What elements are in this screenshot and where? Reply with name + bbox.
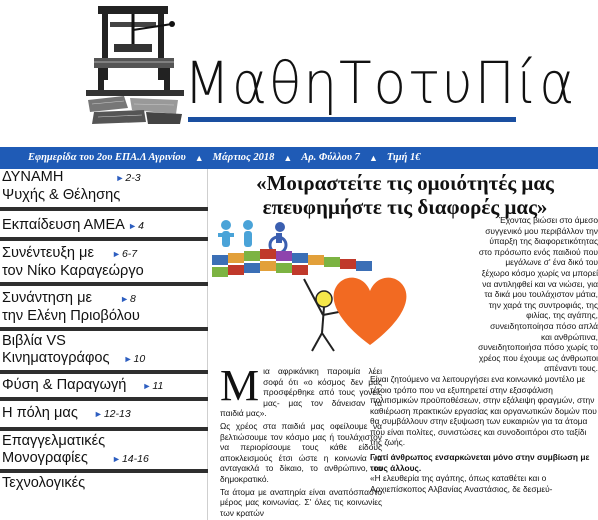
toc-divider [0, 282, 208, 286]
headline-line: επευφημήστε τις διαφορές μας» [262, 195, 548, 219]
toc-page-number: 4 [138, 220, 144, 232]
toc-divider [0, 427, 208, 431]
toc-item-dynamh[interactable] [0, 169, 208, 204]
toc-divider [0, 207, 208, 211]
toc-divider [0, 237, 208, 241]
toc-item-subtitle: Κινηματογράφος [2, 350, 110, 366]
toc-item-title: Επαγγελματικές [2, 433, 106, 449]
toc-item-title: Συνέντευξη με [2, 245, 94, 261]
drop-cap: Μ [220, 361, 260, 410]
toc-item-vivlia[interactable] [0, 333, 208, 368]
article-paragraph: ια αφρικάνικη παροιμία λέει σοφά ότι «ο κόσμος δεν μας προσφέρθηκε από τους γονείς μας- μας τον δάνεισαν τα παιδιά μας». [220, 366, 382, 419]
issue-date: Μάρτιος 2018 [212, 152, 275, 163]
separator-icon: ▲ [368, 153, 378, 163]
toc-divider [0, 327, 208, 331]
toc-item-title: Εκπαίδευση ΑΜΕΑ [2, 217, 125, 233]
toc-page-number: 2-3 [125, 172, 141, 184]
article-right-column [370, 215, 598, 494]
arrow-right-icon: ► [142, 381, 152, 391]
title-underline [188, 117, 516, 122]
toc-page-number: 12-13 [103, 408, 131, 420]
toc-item-subtitle: την Ελένη Πριοβόλου [2, 308, 140, 324]
toc-item-poli[interactable] [0, 405, 208, 423]
arrow-right-icon: ► [115, 173, 125, 183]
article-paragraph: «Η ελευθερία της αγάπης, όπως καταθέτει και ο Αρχιεπίσκοπος Αλβανίας Αναστάσιος, δε δεσμεύ- [370, 473, 553, 494]
article-lead-paragraph: Γιατί άνθρωπος ενσαρκώνεται μόνο στην συμβίωση με τους άλλους. [370, 452, 590, 473]
info-bar [0, 147, 598, 169]
article-paragraph: Είναι ζητούμενο να λειτουργήσει ενα κοινωνικό μοντέλο με τέτοιο τρόπο που να εξυπηρετεί στην εξασφάλιση πολιτισμικών προϋποθέσεων, στην εξάλειψη φραγμών, στην καθιέρωση πρακτικών εργασίας και οργανωτικών δομών που θα συμβάλλουν στην εξυψωση των ευκαιριών για τα άτομα που είναι πολίτες, συνιστώσες και συνοδοιπόροι στο ταξίδι της ζωής. [370, 373, 597, 448]
toc-item-title: ΔΥΝΑΜΗ [2, 169, 64, 185]
toc-item-fysi[interactable] [0, 377, 208, 395]
toc-item-subtitle: τον Νίκο Καραγεώργο [2, 263, 144, 279]
toc-page-number: 8 [130, 293, 136, 305]
article-headline [212, 171, 598, 219]
toc-item-title: Φύση & Παραγωγή [2, 377, 127, 393]
toc-item-texnologikes[interactable] [0, 475, 208, 492]
toc-item-subtitle: Ψυχής & Θέλησης [2, 187, 121, 203]
toc-item-title: Τεχνολογικές [2, 475, 86, 491]
toc-page-number: 14-16 [121, 453, 149, 465]
toc-page-number: 6-7 [121, 248, 138, 260]
arrow-right-icon: ► [112, 454, 121, 464]
toc-item-title: Βιβλία VS [2, 333, 66, 349]
arrow-right-icon: ► [123, 354, 133, 364]
toc-divider [0, 370, 208, 374]
table-of-contents [0, 169, 208, 520]
newspaper-name: Εφημερίδα του 2ου ΕΠΑ.Λ Αγρινίου [28, 152, 186, 163]
toc-item-epaggelmatikes[interactable] [0, 433, 208, 468]
article-paragraph: Έχοντας βιώσει στο άμεσο συγγενικό μου περιβάλλον την ύπαρξη της διαφορετικότητας στο πρόσωπο ενός παιδιού που μεγάλωνε σ' ένα δικό του ξέχωρο κόσμο χωρίς να μπορεί να αντιληφθεί και να νιώσει, για τα δικά μου τουλάχιστον μάτια, την χαρά της συντροφιάς, της φιλίας, της αγάπης, συνειδητοποίησα πόσο απλά και ανθρώπινα, συνειδητοποιήσα πόσο χωρίς το χρέος που έχουμε ως άνθρωποι απέναντι τους. [478, 215, 598, 374]
toc-item-ekpaideysi[interactable] [0, 217, 208, 235]
headline-line: «Μοιραστείτε τις ομοιότητές μας [256, 171, 554, 195]
toc-page-number: 10 [133, 353, 146, 365]
toc-item-synenteyxi[interactable] [0, 245, 208, 280]
article-paragraph: Τα άτομα με αναπηρία είναι αναπόσπαστο μέρος μας κοινωνίας. Σ' όλες τις κοινωνίες των κρατών [220, 486, 382, 518]
toc-item-synantisi[interactable] [0, 290, 208, 325]
arrow-right-icon: ► [120, 294, 129, 304]
toc-item-title: Συνάντηση με [2, 290, 93, 306]
arrow-right-icon: ► [128, 221, 138, 231]
article-paragraph: Ως χρέος στα παιδιά μας οφείλουμε να βελτιώσουμε τον κόσμο μας ή τουλάχιστον να περιορίσουμε τους κάθε είδους αποκλεισμούς έτσι ώστε η κοινωνία να ανταγακλά το δίκαιο, το ανθρώπινο, το δημοκρατικό. [220, 420, 382, 484]
toc-page-number: 11 [152, 380, 164, 392]
arrow-right-icon: ► [93, 409, 103, 419]
toc-item-subtitle: Μονογραφίες [2, 450, 88, 466]
printing-press-illustration [84, 4, 188, 128]
separator-icon: ▲ [283, 153, 293, 163]
arrow-right-icon: ► [112, 249, 121, 259]
newspaper-title: ΜαθηΤοτυΠία [184, 49, 577, 117]
toc-divider [0, 397, 208, 401]
issue-price: Τιμή 1€ [386, 152, 421, 163]
issue-number: Αρ. Φύλλου 7 [301, 152, 360, 163]
separator-icon: ▲ [194, 153, 204, 163]
toc-item-title: Η πόλη μας [2, 405, 78, 421]
article-left-column [220, 361, 382, 520]
toc-divider [0, 469, 208, 473]
